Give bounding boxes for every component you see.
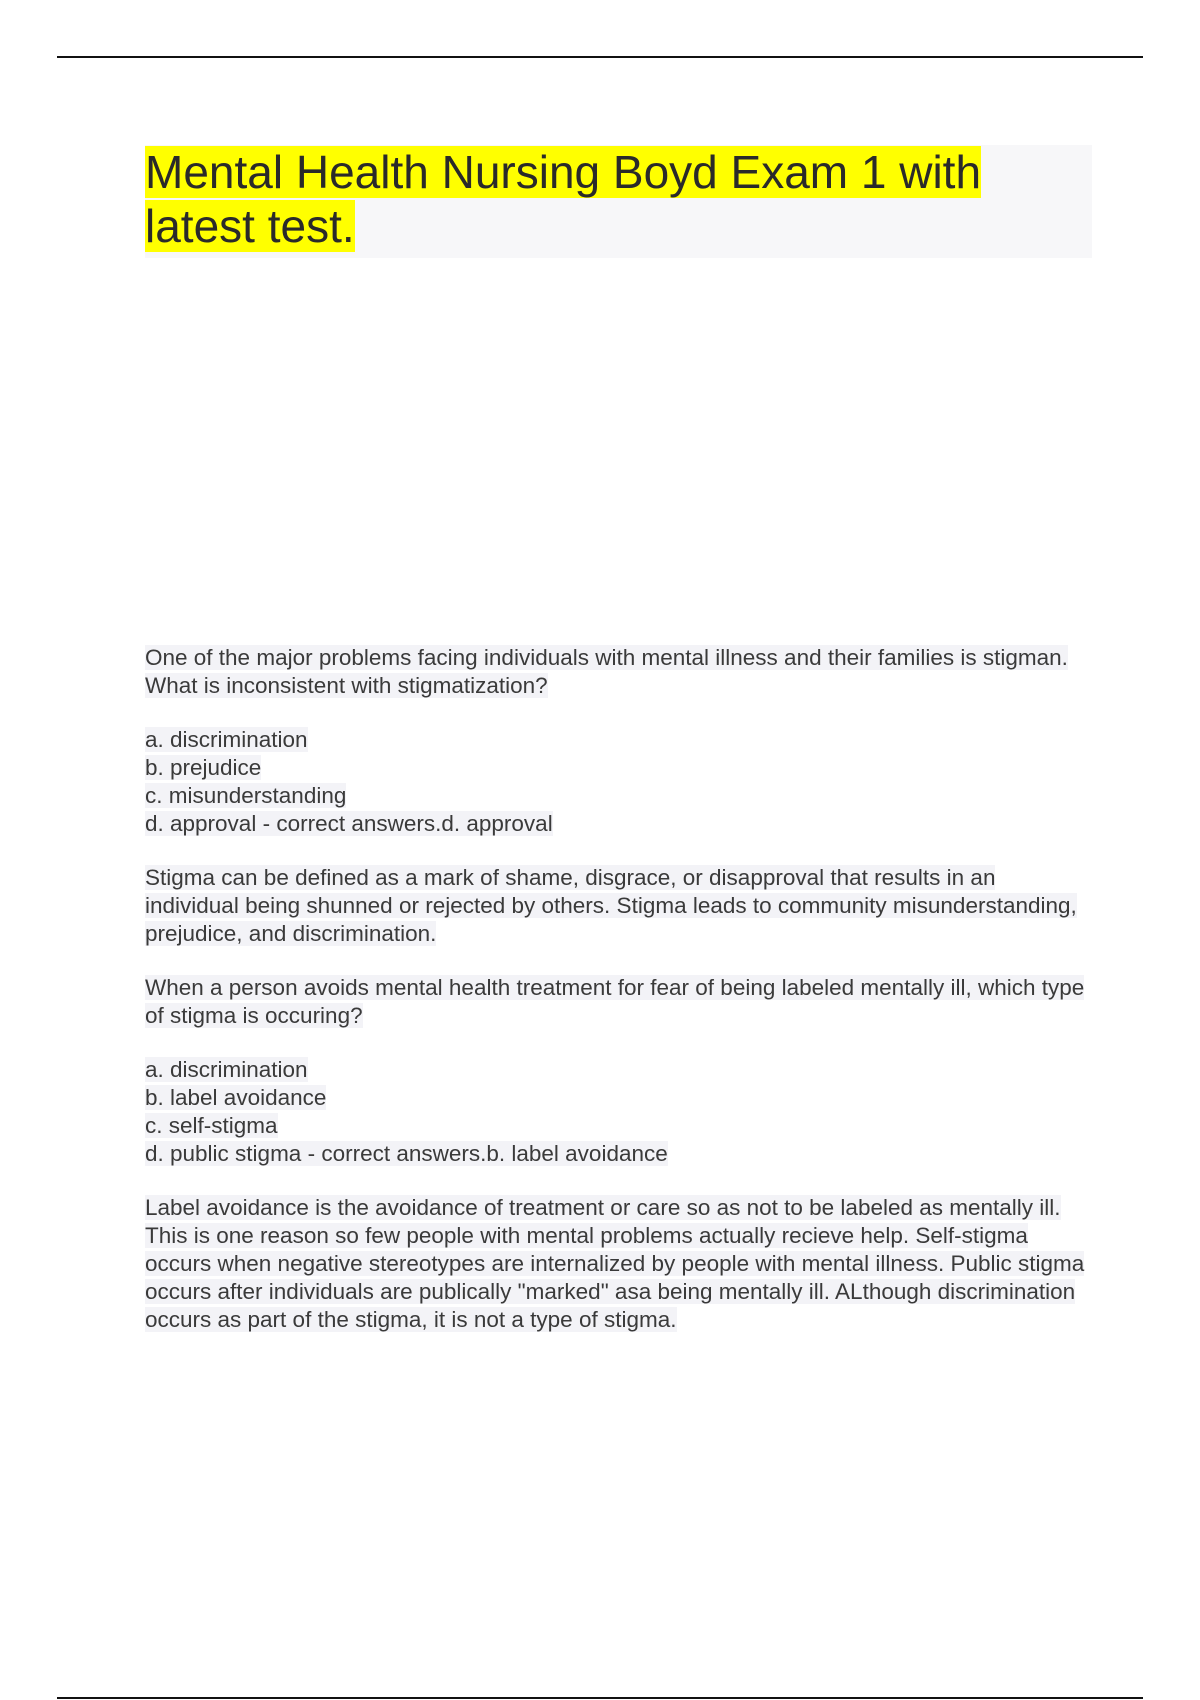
top-rule [57,56,1143,58]
explanation-2: Label avoidance is the avoidance of treatment or care so as not to be labeled as mentally ill. This is one reason so few people with mental problems actually recieve help. Self-stigma occurs when negative stereotypes are internalized by people with mental illness. Public stigma occurs after individuals are publically "marked" asa being mentally ill. ALthough discrimination occurs as part of the stigma, it is not a type of stigma. [145,1195,1085,1332]
explanation-1: Stigma can be defined as a mark of shame, disgrace, or disapproval that results in an individual being shunned or rejected by others. Stigma leads to community misunderstanding, prejudice, and discrimination. [145,865,1077,946]
option-2c: c. self-stigma [145,1113,278,1138]
title-block [145,145,1092,258]
option-1c: c. misunderstanding [145,783,347,808]
option-1a: a. discrimination [145,727,308,752]
question-1: One of the major problems facing individuals with mental illness and their families is stigman. What is inconsistent with stigmatization? [145,645,1068,698]
title-highlight: Mental Health Nursing Boyd Exam 1 with latest test. [145,146,982,252]
bottom-rule [57,1697,1143,1699]
document-body [145,644,1085,1334]
option-2a: a. discrimination [145,1057,308,1082]
option-2d: d. public stigma - correct answers.b. label avoidance [145,1141,668,1166]
options-1 [145,726,1085,838]
question-2: When a person avoids mental health treatment for fear of being labeled mentally ill, which type of stigma is occuring? [145,975,1085,1028]
option-1b: b. prejudice [145,755,262,780]
document-title [145,145,1045,253]
option-2b: b. label avoidance [145,1085,327,1110]
options-2 [145,1056,1085,1168]
option-1d: d. approval - correct answers.d. approval [145,811,553,836]
